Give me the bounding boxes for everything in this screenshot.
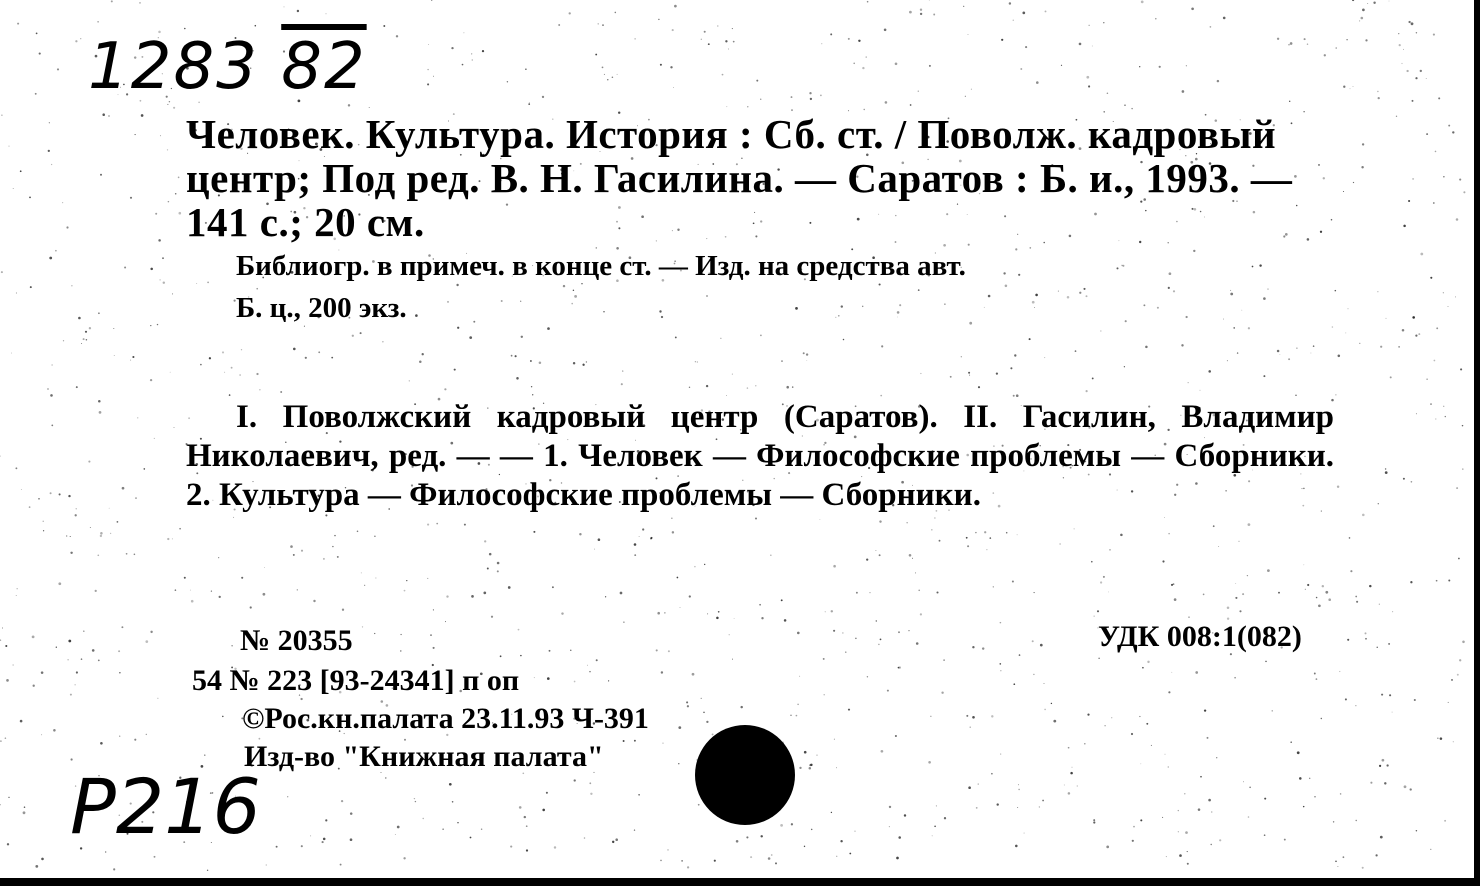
note-bibliography: Библиогр. в примеч. в конце ст. — Изд. на средства авт.: [236, 250, 966, 282]
note-price-copies: Б. ц., 200 экз.: [236, 292, 407, 324]
card-punch-hole: [695, 725, 795, 825]
shelfmark-number: 1283: [88, 30, 259, 104]
tracings-text: I. Поволжский кадровый центр (Саратов). II. Гасилин, Владимир Николаевич, ред. — — 1. Человек — Философские проблемы — Сборники. 2. Культура — Философские проблемы — Сборники.: [186, 399, 1334, 513]
subject-tracings: [186, 398, 1334, 515]
registration-line: 54 № 223 [93-24341] п оп: [192, 664, 520, 697]
handwritten-shelfmark: [88, 30, 367, 104]
main-entry-text: Человек. Культура. История : Сб. ст. / Поволж. кадровый центр; Под ред. В. Н. Гасилина. — Саратов : Б. и., 1993. — 141 с.; 20 см.: [186, 111, 1293, 245]
handwritten-shelfmark-bottom: P216: [70, 762, 261, 851]
copyright-line: ©Рос.кн.палата 23.11.93 Ч-391: [242, 702, 649, 735]
publisher-line: Изд-во "Книжная палата": [244, 740, 604, 773]
shelfmark-year: 82: [281, 30, 367, 104]
main-entry: [186, 112, 1336, 244]
udk-code: УДК 008:1(082): [1098, 620, 1302, 653]
record-number: № 20355: [240, 624, 353, 657]
